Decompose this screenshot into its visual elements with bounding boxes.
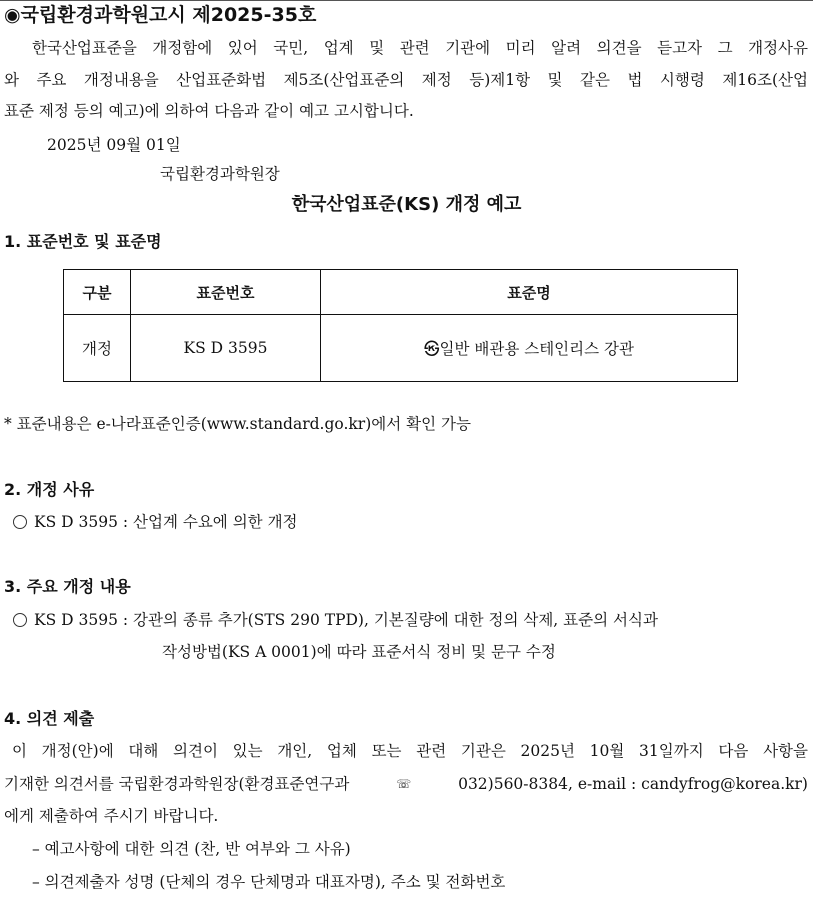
intro-line-3: 표준 제정 등의 예고)에 의하여 다음과 같이 예고 고시합니다. [4,102,414,120]
intro-line-2: 와 주요 개정내용을 산업표준화법 제5조(산업표준의 제정 등)제1항 및 같은 법 시행령 제16조(산업 [4,71,808,89]
notice-title: ◉국립환경과학원고시 제2025-35호 [4,4,317,26]
document-title: 한국산업표준(KS) 개정 예고 [291,194,522,215]
section4-line3: 에게 제출하여 주시기 바랍니다. [4,807,219,825]
table-header-standard-name: 표준명 [321,270,738,315]
notice-issuer: 국립환경과학원장 [160,165,280,183]
section3-item-text-line2: 작성방법(KS A 0001)에 따라 표준서식 정비 및 문구 수정 [162,643,556,661]
section1-heading: 1. 표준번호 및 표준명 [4,232,162,251]
standards-table [63,269,738,382]
section3-heading: 3. 주요 개정 내용 [4,577,131,596]
section4-bullet-2: – 의견제출자 성명 (단체의 경우 단체명과 대표자명), 주소 및 전화번호 [32,873,506,891]
table-header-row [64,270,738,315]
section4-heading: 4. 의견 제출 [4,709,95,728]
intro-line-1: 한국산업표준을 개정함에 있어 국민, 업계 및 관련 기관에 미리 알려 의견을 듣고자 그 개정사유 [32,39,808,57]
table-cell-standard-name: ㉿일반 배관용 스테인리스 강관 [321,315,738,382]
table-cell-category: 개정 [64,315,131,382]
circle-bullet-icon [13,515,27,529]
table-header-standard-number: 표준번호 [131,270,321,315]
section4-bullet-1: – 예고사항에 대한 의견 (찬, 반 여부와 그 사유) [32,840,351,858]
table-header-category: 구분 [64,270,131,315]
section3-item [13,610,808,630]
section4-line2 [4,774,808,794]
section4-line2-b: 032)560-8384, e-mail : candyfrog@korea.kr) [458,775,808,793]
telephone-icon: ☏ [396,777,412,791]
section2-item-text: KS D 3595 : 산업계 수요에 의한 개정 [34,513,298,531]
top-rule [0,0,813,1]
standard-note: * 표준내용은 e-나라표준인증(www.standard.go.kr)에서 확인 가능 [4,415,471,433]
circle-bullet-icon [13,613,27,627]
section4-line2-a: 기재한 의견서를 국립환경과학원장(환경표준연구과 [4,775,350,793]
section3-item-text-line1: KS D 3595 : 강관의 종류 추가(STS 290 TPD), 기본질량에 대한 정의 삭제, 표준의 서식과 [34,611,658,629]
notice-date: 2025년 09월 01일 [47,136,181,154]
section2-heading: 2. 개정 사유 [4,480,95,499]
section4-line1: 이 개정(안)에 대해 의견이 있는 개인, 업체 또는 관련 기관은 2025년 10월 31일까지 다음 사항을 [12,742,808,760]
section2-item [13,512,298,532]
table-row [64,315,738,382]
table-cell-standard-number: KS D 3595 [131,315,321,382]
